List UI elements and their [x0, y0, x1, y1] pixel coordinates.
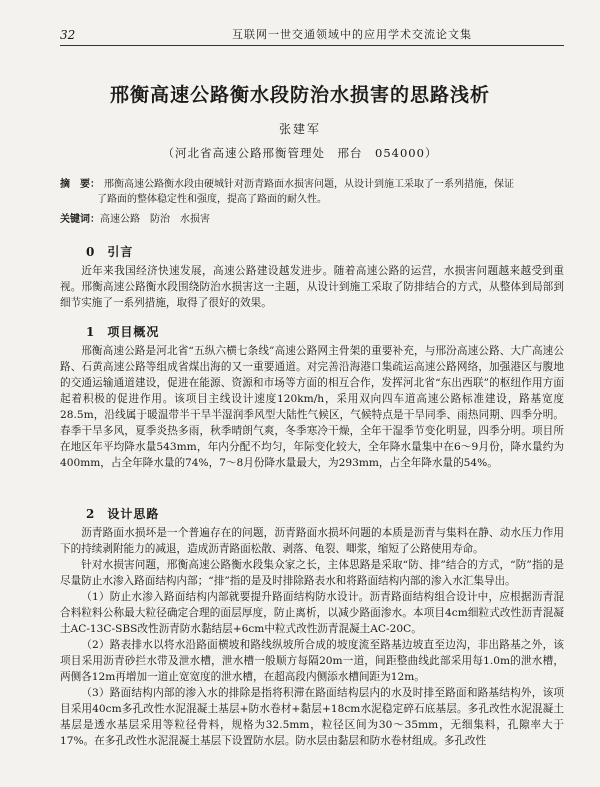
- paragraph: 近年来我国经济快速发展，高速公路建设越发进步。随着高速公路的运营，水损害问题越来越受到重视。邢衡高速公路衡水段围绕防治水损害这一主题，从设计到施工采取了防排结合的方式，从整体到局部到细节实施了一系列措施，取得了很好的效果。: [60, 265, 564, 309]
- section-title: 引言: [107, 245, 134, 259]
- keywords-text: 高速公路 防治 水损害: [100, 214, 210, 225]
- section-body-0: [60, 263, 564, 311]
- section-body-1: [60, 343, 564, 471]
- section-number: 2: [86, 507, 96, 521]
- abstract-label: 摘 要：: [60, 179, 100, 190]
- section-number: 1: [86, 325, 96, 339]
- page-number: 32: [60, 28, 76, 42]
- paragraph: （3）路面结构内部的渗入水的排除是指将积滞在路面结构层内的水及时排至路面和路基结构外，该项目采用40cm多孔改性水泥混凝土基层+防水卷材+黏层+18cm水泥稳定碎石底基层。多孔改性水泥混凝土基层是透水基层采用等粒径骨料，规格为32.5mm，粒径区间为30～35mm，无细集料，孔隙率大于17%。在多孔改性水泥混凝土基层下设置防水层。防水层由黏层和防水卷材组成。多孔改性: [60, 687, 564, 747]
- section-heading-2: [86, 505, 159, 522]
- paper-title: 邢衡高速公路衡水段防治水损害的思路浅析: [109, 84, 490, 106]
- author: 张建军: [278, 122, 321, 136]
- abstract-line-1: 邢衡高速公路衡水段由硬城针对沥青路面水损害问题，从设计到施工采取了一系列措施，保证: [104, 179, 514, 190]
- section-title: 项目概况: [107, 325, 160, 339]
- running-header: [60, 22, 564, 46]
- journal-title: 互联网一世交通领域中的应用学术交流论文集: [232, 28, 472, 41]
- paragraph: （2）路表排水以将水沿路面横坡和路线纵坡所合成的坡度流至路基边坡直至边沟，非出路基之外，该项目采用沥青砂拦水带及泄水槽，泄水槽一般顺方每隔20m一道，间距整曲线此部采用每1.0m的泄水槽，两侧各12m再增加一道止宽宽度的泄水槽，在超高段内侧添水槽间距为12m。: [60, 639, 564, 683]
- abstract-line-2: 了路面的整体稳定性和强度，提高了路面的耐久性。: [97, 194, 327, 205]
- keywords-label: 关键词：: [60, 214, 100, 225]
- affiliation: （河北省高速公路邢衡管理处 邢台 054000）: [162, 146, 438, 160]
- paragraph: （1）防止水渗入路面结构内部就要提升路面结构防水设计。沥青路面结构组合设计中，应根据沥青混合料粒料公称最大粒径确定合理的面层厚度，防止离析，以减少路面渗水。本项目4cm细粒式改性沥青混凝土AC-13C-SBS改性沥青防水黏结层+6cm中粒式改性沥青混凝土AC-20C。: [60, 591, 564, 635]
- section-body-2: [60, 525, 564, 749]
- paragraph: 沥青路面水损坏是一个普遍存在的问题，沥青路面水损坏问题的本质是沥青与集料在静、动水压力作用下的持续剥附能力的减退，造成沥青路面松散、剥落、龟裂、唧浆，缩短了公路使用寿命。: [60, 527, 564, 555]
- paragraph: 邢衡高速公路是河北省“五纵六横七条线”高速公路网主骨架的重要补充，与邢汾高速公路、大广高速公路、石黄高速公路等组成省煤出海的又一重要通道。对完善沿海港口集疏运高速公路网络，加强港区与腹地的交通运输通道建设，促进在能源、资源和市场等方面的相互合作，发挥河北省“东出西联”的枢纽作用方面起着积极的促进作用。该项目主线设计速度120km/h，采用双向四车道高速公路标准建设，路基宽度28.5m，沿线属于暖温带半干旱半湿润季风型大陆性气候区，气候特点是干旱同季、雨热同期、四季分明。春季干旱多风，夏季炎热多雨，秋季晴朗气爽，冬季寒冷干燥，全年干湿季节变化明显，四季分明。项目所在地区年平均降水量543mm，年内分配不均匀，年际变化较大，全年降水量集中在6～9月份，降水量约为400mm，占全年降水量的74%，7～8月份降水量最大，为293mm，占全年降水量的54%。: [60, 345, 564, 469]
- paragraph: 针对水损害问题，邢衡高速公路衡水段集众家之长，主体思路是采取“防、排”结合的方式，“防”指的是尽量防止水渗入路面结构内部；“排”指的是及时排除路表水和将路面结构内部的渗入水汇集导出。: [60, 559, 564, 587]
- section-title: 设计思路: [107, 507, 160, 521]
- abstract: [60, 177, 564, 207]
- section-number: 0: [86, 245, 96, 259]
- section-heading-1: [86, 323, 159, 340]
- keywords: [60, 210, 564, 225]
- section-heading-0: [86, 243, 133, 260]
